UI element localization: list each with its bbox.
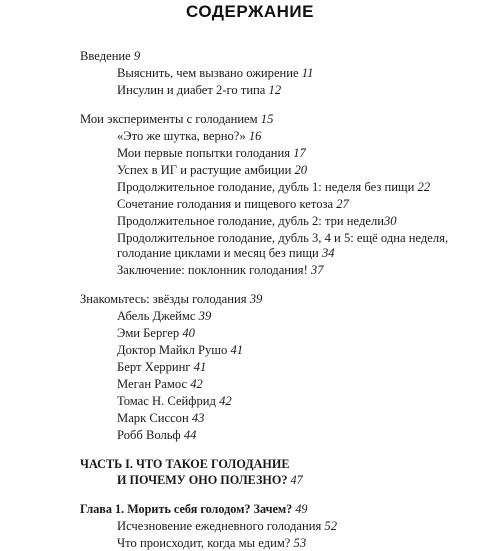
toc-entry-title: Продолжительное голодание, дубль 2: три недели xyxy=(117,214,384,228)
toc-entry-title: Что происходит, когда мы едим? xyxy=(117,536,291,550)
toc-entry xyxy=(117,163,307,178)
toc-entry-page: 41 xyxy=(193,360,207,374)
toc-entry-page: 9 xyxy=(133,49,141,63)
toc-entry-title: Меган Рамос xyxy=(117,377,188,391)
toc-entry xyxy=(80,49,140,64)
toc-entry xyxy=(117,146,306,161)
toc-entry-title: Глава 1. Морить себя голодом? Зачем? xyxy=(80,502,293,516)
toc-entry-page: 20 xyxy=(294,163,308,177)
toc-entry-title: ЧАСТЬ I. ЧТО ТАКОЕ ГОЛОДАНИЕ xyxy=(80,457,290,471)
toc-entry-page: 39 xyxy=(249,292,263,306)
toc-entry-page: 16 xyxy=(248,129,262,143)
toc-entry xyxy=(117,377,203,392)
toc-entry-title: Сочетание голодания и пищевого кетоза xyxy=(117,197,334,211)
toc-entry xyxy=(117,394,232,409)
toc-entry-title: Продолжительное голодание, дубль 1: неделя без пищи xyxy=(117,180,415,194)
toc-entry-page: 42 xyxy=(190,377,203,391)
toc-entry-page: 40 xyxy=(182,326,195,340)
toc-entry-title: Абель Джеймс xyxy=(117,309,196,323)
toc-entry-page: 39 xyxy=(198,309,212,323)
toc-entry xyxy=(117,360,206,375)
toc-entry xyxy=(117,83,281,98)
page-title: СОДЕРЖАНИЕ xyxy=(186,2,314,21)
toc-chapter-heading xyxy=(80,502,308,517)
toc-entry-page: 17 xyxy=(293,146,306,160)
toc-entry-title: Эми Бергер xyxy=(117,326,180,340)
toc-entry-page: 15 xyxy=(260,112,274,126)
toc-entry-title: Мои первые попытки голодания xyxy=(117,146,291,160)
toc-entry xyxy=(117,180,430,195)
toc-entry xyxy=(117,309,211,324)
toc-entry xyxy=(117,411,204,426)
toc-entry-page: 49 xyxy=(295,502,308,516)
toc-entry-page: 30 xyxy=(383,214,397,228)
toc-entry-page: 22 xyxy=(417,180,431,194)
toc-entry-title: Доктор Майкл Рушо xyxy=(117,343,228,357)
toc-part-heading-continuation xyxy=(117,473,303,488)
toc-entry-page: 47 xyxy=(290,473,303,487)
toc-entry-page: 27 xyxy=(336,197,349,211)
toc-entry xyxy=(117,519,337,534)
toc-entry-page: 11 xyxy=(301,66,314,80)
toc-entry-page: 53 xyxy=(293,536,307,550)
toc-entry-title: Заключение: поклонник голодания! xyxy=(117,263,308,277)
toc-entry-title: Инсулин и диабет 2-го типа xyxy=(117,83,266,97)
toc-entry-title: Знакомьтесь: звёзды голодания xyxy=(80,292,247,306)
toc-entry xyxy=(117,231,448,246)
toc-entry-page: 41 xyxy=(230,343,244,357)
toc-entry xyxy=(80,292,262,307)
toc-entry-title: Мои эксперименты с голоданием xyxy=(80,112,258,126)
toc-entry xyxy=(117,428,196,443)
toc-entry-title: голодание циклами и месяц без пищи xyxy=(117,246,319,260)
toc-entry xyxy=(117,343,243,358)
toc-entry-page: 42 xyxy=(219,394,232,408)
toc-entry-page: 37 xyxy=(310,263,324,277)
toc-entry-page: 44 xyxy=(183,428,197,442)
toc-entry xyxy=(117,66,313,81)
toc-entry-title: Продолжительное голодание, дубль 3, 4 и 5: ещё одна неделя, xyxy=(117,231,449,245)
toc-entry xyxy=(117,536,306,551)
toc-entry-title: «Это же шутка, верно?» xyxy=(117,129,246,143)
toc-entry xyxy=(117,197,349,212)
toc-entry-title: Выяснить, чем вызвано ожирение xyxy=(117,66,299,80)
toc-entry-page: 12 xyxy=(268,83,282,97)
toc-entry-title: И ПОЧЕМУ ОНО ПОЛЕЗНО? xyxy=(117,473,288,487)
toc-entry-title: Исчезновение ежедневного голодания xyxy=(117,519,322,533)
toc-entry-page: 52 xyxy=(324,519,337,533)
toc-entry xyxy=(117,129,261,144)
toc-entry xyxy=(117,263,324,278)
toc-entry-title: Марк Сиссон xyxy=(117,411,189,425)
toc-entry-title: Введение xyxy=(80,49,131,63)
toc-entry-title: Робб Вольф xyxy=(117,428,181,442)
toc-entry xyxy=(117,214,397,229)
toc-part-heading xyxy=(80,457,290,472)
toc-entry-continuation xyxy=(117,246,335,261)
toc-entry-title: Берт Херринг xyxy=(117,360,191,374)
toc-entry xyxy=(117,326,195,341)
toc-entry xyxy=(80,112,273,127)
toc-entry-title: Томас Н. Сейфрид xyxy=(117,394,216,408)
toc-entry-page: 34 xyxy=(321,246,335,260)
toc-entry-page: 43 xyxy=(191,411,205,425)
toc-entry-title: Успех в ИГ и растущие амбиции xyxy=(117,163,292,177)
